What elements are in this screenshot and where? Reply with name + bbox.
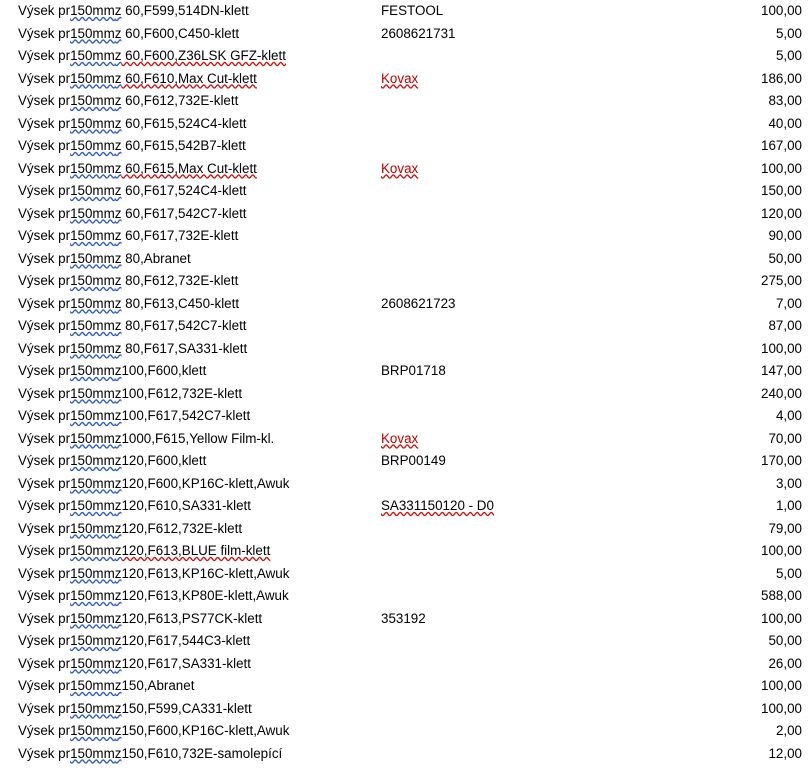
desc-grit-marker: z <box>114 250 122 266</box>
desc-prefix: Výsek pr <box>18 183 71 198</box>
row-description <box>18 158 257 181</box>
row-quantity: 5,00 <box>775 25 802 41</box>
row-quantity: 12,00 <box>768 745 802 761</box>
desc-prefix: Výsek pr <box>18 3 71 18</box>
desc-detail: 150,F610,732E-samolepící <box>121 745 283 761</box>
desc-detail: 120,F617,544C3-klett <box>121 633 251 648</box>
table-row <box>0 540 812 563</box>
desc-prefix: Výsek pr <box>18 520 71 536</box>
desc-detail: 60,F615,542B7-klett <box>121 138 246 153</box>
row-quantity: 150,00 <box>761 183 802 198</box>
row-description <box>18 90 238 113</box>
table-row <box>0 135 812 158</box>
row-description <box>18 653 251 676</box>
row-description <box>18 518 242 541</box>
row-description <box>18 338 247 361</box>
row-description <box>18 68 257 91</box>
desc-prefix: Výsek pr <box>18 70 71 86</box>
desc-detail: 120,F610,SA331-klett <box>121 498 251 513</box>
row-quantity: 26,00 <box>768 655 802 671</box>
row-code: SA331150120 - D0 <box>381 498 494 513</box>
table-row <box>0 0 812 23</box>
desc-grit-marker: z <box>114 183 122 198</box>
desc-detail: 120,F613,KP16C-klett,Awuk <box>121 565 290 581</box>
row-quantity: 70,00 <box>768 430 802 446</box>
desc-grit-marker: z <box>114 295 122 311</box>
row-code: 2608621731 <box>381 25 456 41</box>
desc-detail: 120,F613,KP80E-klett,Awuk <box>121 588 289 603</box>
row-description <box>18 293 239 316</box>
desc-detail: 60,F617,524C4-klett <box>121 183 247 198</box>
desc-prefix: Výsek pr <box>18 228 71 243</box>
desc-detail: 80,F617,SA331-klett <box>121 340 248 356</box>
desc-grit-marker: z <box>114 363 122 378</box>
desc-detail: 60,F610,Max Cut-klett <box>121 70 257 86</box>
row-description <box>18 473 289 496</box>
row-description <box>18 608 262 631</box>
desc-prefix: Výsek pr <box>18 25 71 41</box>
desc-prefix: Výsek pr <box>18 205 71 221</box>
table-row <box>0 585 812 608</box>
row-code: FESTOOL <box>381 3 444 18</box>
table-row <box>0 698 812 721</box>
row-quantity: 1,00 <box>775 498 802 513</box>
row-description <box>18 720 289 743</box>
table-row <box>0 608 812 631</box>
desc-unit: 150mm <box>70 183 115 198</box>
desc-unit: 150mm <box>70 543 115 558</box>
table-row <box>0 428 812 451</box>
desc-prefix: Výsek pr <box>18 250 71 266</box>
desc-detail: 150,F599,CA331-klett <box>121 700 252 716</box>
desc-prefix: Výsek pr <box>18 408 71 423</box>
desc-detail: 60,F612,732E-klett <box>121 93 239 108</box>
desc-prefix: Výsek pr <box>18 385 71 401</box>
desc-prefix: Výsek pr <box>18 93 71 108</box>
desc-detail: 80,Abranet <box>121 250 191 266</box>
desc-detail: 150,Abranet <box>121 678 195 693</box>
desc-prefix: Výsek pr <box>18 655 71 671</box>
desc-grit-marker: z <box>114 498 122 513</box>
row-quantity: 100,00 <box>761 160 802 176</box>
desc-detail: 120,F613,BLUE film-klett <box>121 543 271 558</box>
row-quantity: 100,00 <box>761 543 802 558</box>
desc-grit-marker: z <box>114 475 122 491</box>
row-description <box>18 315 247 338</box>
row-quantity: 90,00 <box>768 228 802 243</box>
row-quantity: 588,00 <box>761 588 802 603</box>
desc-prefix: Výsek pr <box>18 48 71 63</box>
table-row <box>0 158 812 181</box>
desc-detail: 1000,F615,Yellow Film-kl. <box>121 430 275 446</box>
row-quantity: 167,00 <box>761 138 802 153</box>
row-description <box>18 360 206 383</box>
desc-unit: 150mm <box>70 385 115 401</box>
desc-grit-marker: z <box>114 138 122 153</box>
desc-grit-marker: z <box>114 3 122 18</box>
desc-grit-marker: z <box>114 745 122 761</box>
desc-unit: 150mm <box>70 3 115 18</box>
table-row <box>0 203 812 226</box>
desc-prefix: Výsek pr <box>18 453 71 468</box>
table-row <box>0 405 812 428</box>
row-quantity: 5,00 <box>775 48 802 63</box>
desc-detail: 120,F613,PS77CK-klett <box>121 610 263 626</box>
desc-grit-marker: z <box>114 565 122 581</box>
desc-unit: 150mm <box>70 138 115 153</box>
row-description <box>18 0 249 23</box>
desc-prefix: Výsek pr <box>18 138 71 153</box>
desc-grit-marker: z <box>114 543 122 558</box>
table-row <box>0 675 812 698</box>
row-description <box>18 495 251 518</box>
desc-grit-marker: z <box>114 520 122 536</box>
desc-unit: 150mm <box>70 115 115 131</box>
table-row <box>0 315 812 338</box>
row-description <box>18 450 206 473</box>
desc-detail: 60,F617,732E-klett <box>121 228 239 243</box>
desc-prefix: Výsek pr <box>18 610 71 626</box>
desc-prefix: Výsek pr <box>18 745 71 761</box>
desc-detail: 60,F600,C450-klett <box>121 25 240 41</box>
desc-detail: 60,F599,514DN-klett <box>121 3 249 18</box>
table-row <box>0 180 812 203</box>
desc-prefix: Výsek pr <box>18 273 71 288</box>
desc-grit-marker: z <box>114 205 122 221</box>
desc-detail: 60,F617,542C7-klett <box>121 205 247 221</box>
desc-unit: 150mm <box>70 588 115 603</box>
desc-detail: 100,F612,732E-klett <box>121 385 243 401</box>
table-row <box>0 653 812 676</box>
row-description <box>18 383 242 406</box>
row-description <box>18 225 238 248</box>
table-row <box>0 248 812 271</box>
desc-prefix: Výsek pr <box>18 295 71 311</box>
desc-unit: 150mm <box>70 295 115 311</box>
table-row <box>0 563 812 586</box>
desc-grit-marker: z <box>114 633 122 648</box>
desc-prefix: Výsek pr <box>18 543 71 558</box>
desc-unit: 150mm <box>70 408 115 423</box>
desc-grit-marker: z <box>114 453 122 468</box>
desc-unit: 150mm <box>70 610 115 626</box>
row-quantity: 100,00 <box>761 340 802 356</box>
desc-prefix: Výsek pr <box>18 700 71 716</box>
desc-prefix: Výsek pr <box>18 363 71 378</box>
desc-detail: 120,F612,732E-klett <box>121 520 243 536</box>
row-quantity: 2,00 <box>775 723 802 738</box>
table-row <box>0 720 812 743</box>
table-row <box>0 338 812 361</box>
desc-prefix: Výsek pr <box>18 115 71 131</box>
row-description <box>18 248 191 271</box>
desc-grit-marker: z <box>114 228 122 243</box>
row-code: BRP00149 <box>381 453 446 468</box>
row-description <box>18 698 252 721</box>
row-quantity: 50,00 <box>768 633 802 648</box>
table-row <box>0 293 812 316</box>
row-quantity: 147,00 <box>761 363 802 378</box>
desc-detail: 120,F600,KP16C-klett,Awuk <box>121 475 290 491</box>
desc-prefix: Výsek pr <box>18 340 71 356</box>
desc-prefix: Výsek pr <box>18 318 71 333</box>
table-row <box>0 630 812 653</box>
desc-detail: 150,F600,KP16C-klett,Awuk <box>121 723 290 738</box>
desc-unit: 150mm <box>70 93 115 108</box>
table-row <box>0 225 812 248</box>
desc-grit-marker: z <box>114 723 122 738</box>
table-row <box>0 518 812 541</box>
desc-grit-marker: z <box>114 430 122 446</box>
desc-grit-marker: z <box>114 273 122 288</box>
row-quantity: 79,00 <box>768 520 802 536</box>
row-description <box>18 563 289 586</box>
row-description <box>18 23 239 46</box>
desc-grit-marker: z <box>114 678 122 693</box>
table-row <box>0 23 812 46</box>
desc-unit: 150mm <box>70 205 115 221</box>
row-description <box>18 203 247 226</box>
row-description <box>18 630 250 653</box>
desc-unit: 150mm <box>70 340 115 356</box>
desc-detail: 80,F617,542C7-klett <box>121 318 247 333</box>
desc-prefix: Výsek pr <box>18 678 71 693</box>
row-quantity: 100,00 <box>761 700 802 716</box>
row-description <box>18 180 247 203</box>
desc-grit-marker: z <box>114 655 122 671</box>
desc-grit-marker: z <box>114 160 122 176</box>
desc-unit: 150mm <box>70 498 115 513</box>
desc-grit-marker: z <box>114 700 122 716</box>
row-quantity: 7,00 <box>775 295 802 311</box>
desc-unit: 150mm <box>70 565 115 581</box>
desc-unit: 150mm <box>70 48 115 63</box>
table-row <box>0 473 812 496</box>
row-code: Kovax <box>381 70 419 86</box>
table-row <box>0 495 812 518</box>
desc-detail: 120,F600,klett <box>121 453 207 468</box>
desc-unit: 150mm <box>70 70 115 86</box>
row-quantity: 87,00 <box>768 318 802 333</box>
row-description <box>18 428 274 451</box>
table-row <box>0 270 812 293</box>
row-description <box>18 135 246 158</box>
table-row <box>0 450 812 473</box>
desc-detail: 80,F612,732E-klett <box>121 273 239 288</box>
desc-prefix: Výsek pr <box>18 588 71 603</box>
desc-unit: 150mm <box>70 160 115 176</box>
table-row <box>0 360 812 383</box>
desc-unit: 150mm <box>70 520 115 536</box>
desc-unit: 150mm <box>70 655 115 671</box>
desc-detail: 120,F617,SA331-klett <box>121 655 251 671</box>
table-row <box>0 743 812 766</box>
row-quantity: 40,00 <box>768 115 802 131</box>
desc-unit: 150mm <box>70 430 115 446</box>
desc-unit: 150mm <box>70 745 115 761</box>
desc-unit: 150mm <box>70 363 115 378</box>
desc-unit: 150mm <box>70 228 115 243</box>
row-quantity: 170,00 <box>761 453 802 468</box>
table-row <box>0 45 812 68</box>
row-description <box>18 743 282 766</box>
desc-unit: 150mm <box>70 25 115 41</box>
row-description <box>18 675 194 698</box>
row-quantity: 5,00 <box>775 565 802 581</box>
table-row <box>0 90 812 113</box>
desc-grit-marker: z <box>114 115 122 131</box>
table-row <box>0 68 812 91</box>
desc-detail: 100,F600,klett <box>121 363 207 378</box>
desc-grit-marker: z <box>114 48 122 63</box>
row-quantity: 50,00 <box>768 250 802 266</box>
row-quantity: 120,00 <box>761 205 802 221</box>
desc-prefix: Výsek pr <box>18 723 71 738</box>
row-description <box>18 405 250 428</box>
row-quantity: 100,00 <box>761 678 802 693</box>
desc-detail: 60,F600,Z36LSK GFZ-klett <box>121 48 286 63</box>
row-code: Kovax <box>381 160 419 176</box>
desc-unit: 150mm <box>70 633 115 648</box>
row-description <box>18 585 289 608</box>
desc-prefix: Výsek pr <box>18 498 71 513</box>
desc-unit: 150mm <box>70 453 115 468</box>
row-quantity: 3,00 <box>775 475 802 491</box>
row-description <box>18 270 238 293</box>
desc-grit-marker: z <box>114 588 122 603</box>
row-quantity: 83,00 <box>768 93 802 108</box>
row-description <box>18 113 247 136</box>
desc-unit: 150mm <box>70 475 115 491</box>
row-quantity: 100,00 <box>761 610 802 626</box>
row-quantity: 240,00 <box>761 385 802 401</box>
desc-grit-marker: z <box>114 25 122 41</box>
desc-unit: 150mm <box>70 678 115 693</box>
desc-detail: 60,F615,Max Cut-klett <box>121 160 257 176</box>
desc-grit-marker: z <box>114 318 122 333</box>
row-quantity: 4,00 <box>775 408 802 423</box>
desc-grit-marker: z <box>114 70 122 86</box>
desc-unit: 150mm <box>70 700 115 716</box>
desc-detail: 100,F617,542C7-klett <box>121 408 251 423</box>
row-description <box>18 45 286 68</box>
desc-detail: 80,F613,C450-klett <box>121 295 240 311</box>
table-row <box>0 383 812 406</box>
desc-grit-marker: z <box>114 93 122 108</box>
row-quantity: 275,00 <box>761 273 802 288</box>
row-code: BRP01718 <box>381 363 446 378</box>
row-code: 353192 <box>381 610 426 626</box>
desc-prefix: Výsek pr <box>18 633 71 648</box>
desc-unit: 150mm <box>70 318 115 333</box>
desc-unit: 150mm <box>70 273 115 288</box>
desc-prefix: Výsek pr <box>18 565 71 581</box>
desc-grit-marker: z <box>114 385 122 401</box>
desc-unit: 150mm <box>70 250 115 266</box>
desc-grit-marker: z <box>114 340 122 356</box>
desc-grit-marker: z <box>114 610 122 626</box>
desc-detail: 60,F615,524C4-klett <box>121 115 247 131</box>
row-quantity: 186,00 <box>761 70 802 86</box>
row-code: 2608621723 <box>381 295 456 311</box>
desc-unit: 150mm <box>70 723 115 738</box>
row-description <box>18 540 270 563</box>
table-row <box>0 113 812 136</box>
desc-prefix: Výsek pr <box>18 430 71 446</box>
desc-prefix: Výsek pr <box>18 475 71 491</box>
row-quantity: 100,00 <box>761 3 802 18</box>
row-code: Kovax <box>381 430 419 446</box>
desc-prefix: Výsek pr <box>18 160 71 176</box>
desc-grit-marker: z <box>114 408 122 423</box>
